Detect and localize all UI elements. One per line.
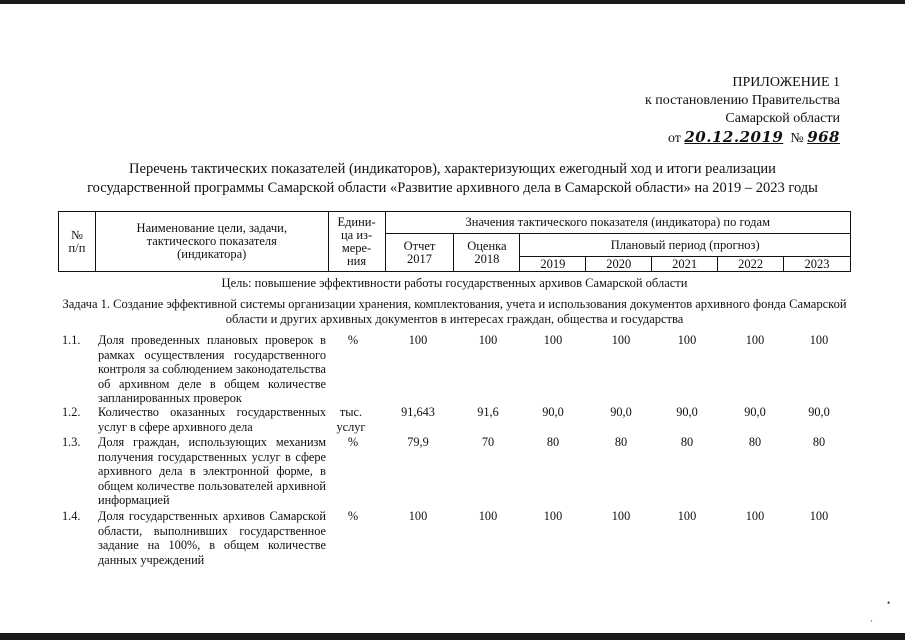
value-2022: 80	[748, 435, 762, 449]
value-2018: 91,6	[477, 405, 499, 419]
header-values-title: Значения тактического показателя (индикатора) по годам	[385, 212, 850, 234]
title-line1: Перечень тактических показателей (индикаторов), характеризующих ежегодный ход и итоги реализации	[129, 161, 776, 177]
value-2020: 100	[611, 509, 631, 523]
value-2019: 100	[543, 509, 563, 523]
header-year: 2023	[784, 257, 851, 272]
bottom-scan-border	[0, 633, 905, 640]
value-2020: 90,0	[610, 405, 632, 419]
row-unit: тыс. услуг	[336, 405, 366, 434]
date-prefix: от	[667, 131, 681, 146]
row-name: Доля граждан, использующих механизм получения государственных услуг в сфере архивного дела в электронной форме, в общем количестве пользователей архивной информацией	[98, 435, 326, 507]
scan-speck: •	[887, 598, 891, 608]
value-2020: 80	[614, 435, 628, 449]
value-2022: 100	[745, 333, 765, 347]
value-2017: 91,643	[401, 405, 435, 419]
value-2022: 90,0	[744, 405, 766, 419]
title-line2: государственной программы Самарской области «Развитие архивного дела в Самарской области» на 2019 – 2023 годы	[87, 180, 818, 196]
task-line: Задача 1. Создание эффективной системы организации хранения, комплектования, учета и использования документов архивного фонда Самарской области и других архивных документов в интересах граждан, общества и государства	[62, 297, 847, 326]
top-scan-border	[0, 0, 905, 4]
value-2022: 100	[745, 509, 765, 523]
value-2020: 100	[611, 333, 631, 347]
value-2023: 80	[812, 435, 826, 449]
value-2018: 70	[481, 435, 495, 449]
appendix-title: ПРИЛОЖЕНИЕ 1	[732, 75, 840, 90]
value-2021: 80	[680, 435, 694, 449]
row-name: Количество оказанных государственных услуг в сфере архивного дела	[98, 405, 326, 434]
value-2017: 100	[408, 333, 428, 347]
value-2023: 90,0	[808, 405, 830, 419]
value-2019: 80	[546, 435, 560, 449]
value-2021: 90,0	[676, 405, 698, 419]
document-title	[40, 160, 865, 198]
header-name: Наименование цели, задачи, тактического показателя (индикатора)	[95, 212, 328, 272]
row-number: 1.1.	[62, 333, 81, 347]
value-2021: 100	[677, 333, 697, 347]
appendix-block	[645, 74, 840, 148]
number-prefix: №	[790, 131, 804, 146]
header-year: 2022	[718, 257, 784, 272]
row-unit: %	[347, 333, 359, 347]
goal-line: Цель: повышение эффективности работы государственных архивов Самарской области	[221, 276, 688, 290]
handwritten-date: 20.12.2019	[684, 128, 784, 146]
row-unit: %	[347, 509, 359, 523]
indicator-table-header	[58, 211, 851, 272]
value-2021: 100	[677, 509, 697, 523]
row-number: 1.4.	[62, 509, 81, 523]
value-2019: 100	[543, 333, 563, 347]
header-estimate: Оценка 2018	[454, 234, 520, 272]
header-num: № п/п	[59, 212, 96, 272]
value-2017: 100	[408, 509, 428, 523]
row-unit: %	[347, 435, 359, 449]
row-name: Доля проведенных плановых проверок в рамках осуществления государственного контроля за соблюдением законодательства об архивном деле в общем количестве запланированных проверок	[98, 333, 326, 405]
appendix-date-line	[645, 128, 840, 148]
header-planned: Плановый период (прогноз)	[520, 234, 851, 257]
handwritten-number: 968	[807, 128, 840, 146]
header-year: 2020	[586, 257, 652, 272]
scan-speck: ·	[870, 616, 873, 626]
value-2018: 100	[478, 509, 498, 523]
value-2017: 79,9	[407, 435, 429, 449]
value-2019: 90,0	[542, 405, 564, 419]
row-name: Доля государственных архивов Самарской области, выполнивших государственное задание на 100%, в общем количестве данных учреждений	[98, 509, 326, 567]
row-number: 1.2.	[62, 405, 81, 419]
value-2023: 100	[809, 333, 829, 347]
appendix-line1: к постановлению Правительства	[644, 93, 840, 108]
value-2023: 100	[809, 509, 829, 523]
row-number: 1.3.	[62, 435, 81, 449]
header-unit: Едини- ца из- мере- ния	[328, 212, 385, 272]
header-year: 2019	[520, 257, 586, 272]
header-report: Отчет 2017	[385, 234, 454, 272]
header-year: 2021	[652, 257, 718, 272]
appendix-line2: Самарской области	[725, 111, 840, 126]
value-2018: 100	[478, 333, 498, 347]
